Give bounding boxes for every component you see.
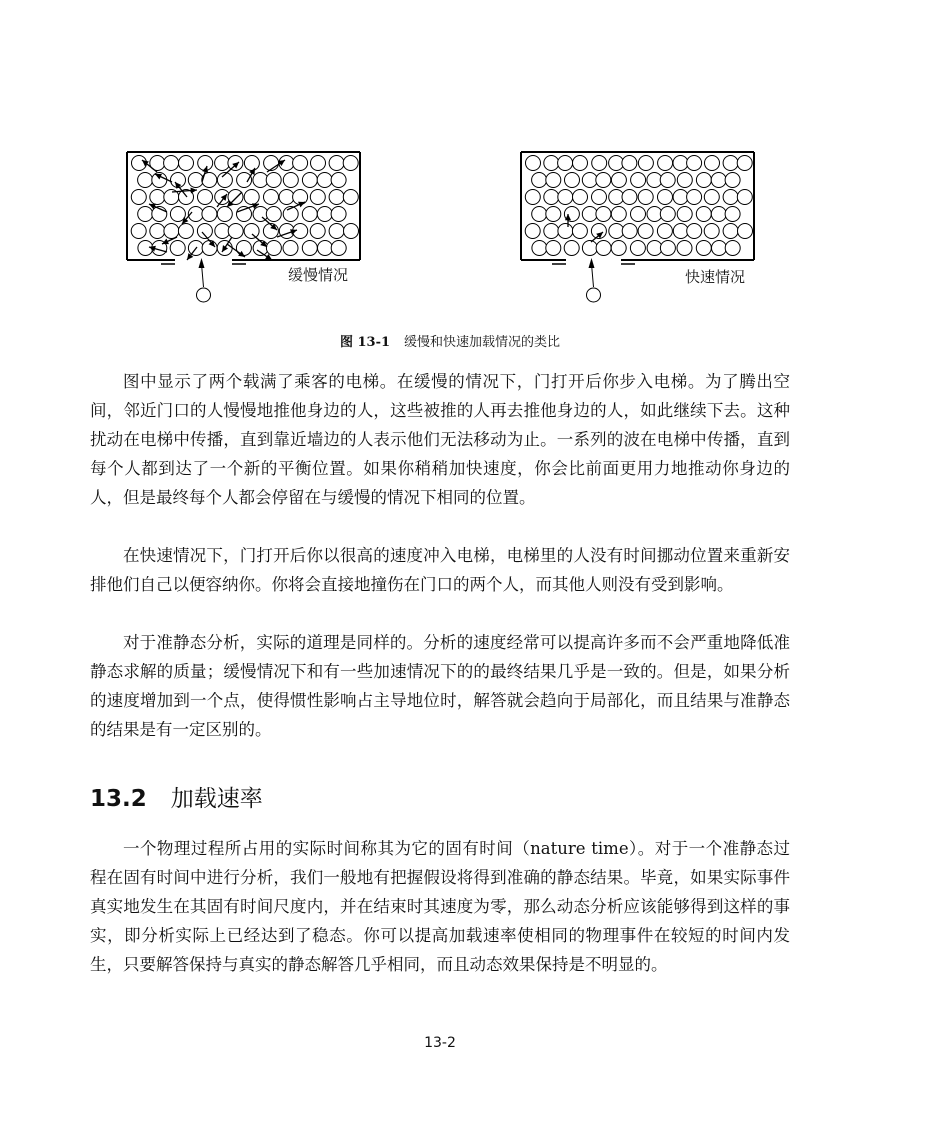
passenger-circle [317, 207, 332, 222]
passenger-circle [696, 173, 711, 188]
figure-caption-text: 缓慢和快速加载情况的类比 [404, 335, 561, 350]
passenger-circle [329, 156, 344, 171]
passenger-circle [657, 224, 672, 239]
passenger-circle [704, 224, 719, 239]
fast-case-label: 快速情况 [685, 268, 746, 286]
passenger-circle [317, 173, 332, 188]
page-number: 13-2 [424, 1035, 456, 1051]
passenger-circle [558, 190, 573, 205]
passenger-circle [725, 207, 740, 222]
passenger-circle [677, 207, 692, 222]
passenger-circle [631, 173, 646, 188]
passenger-circle [244, 224, 259, 239]
passenger-circle [622, 224, 637, 239]
passenger-circle [138, 207, 153, 222]
passenger-circle [609, 190, 624, 205]
passenger-circle [725, 241, 740, 256]
entering-person-circle [197, 288, 211, 302]
passenger-circle [596, 173, 611, 188]
passenger-circle [564, 241, 579, 256]
passenger-circle [310, 224, 325, 239]
figure-caption-number: 图 13-1 [339, 335, 391, 350]
passenger-circle [638, 190, 653, 205]
passenger-circle [302, 173, 317, 188]
passenger-circle [677, 241, 692, 256]
passenger-circle [687, 224, 702, 239]
passenger-circle [544, 190, 559, 205]
passenger-circle [215, 156, 230, 171]
passenger-circle [660, 241, 675, 256]
entry-arrowhead [589, 258, 595, 268]
passenger-circle [611, 241, 626, 256]
passenger-circle [558, 224, 573, 239]
passenger-circle [244, 190, 259, 205]
passenger-circle [293, 156, 308, 171]
passenger-circle [329, 224, 344, 239]
passenger-circle [244, 156, 259, 171]
passenger-circle [723, 190, 738, 205]
passenger-circle [647, 241, 662, 256]
figure-13-1 [0, 0, 950, 310]
passenger-circle [283, 173, 298, 188]
passenger-circle [611, 173, 626, 188]
entry-arrowhead [199, 258, 205, 268]
passenger-circle [696, 241, 711, 256]
passenger-circle [622, 156, 637, 171]
passenger-circle [546, 241, 561, 256]
section-title: 加载速率 [170, 786, 263, 812]
passenger-circle [138, 173, 153, 188]
paragraph-slow-case: 图中显示了两个载满了乘客的电梯。在缓慢的情况下，门打开后你步入电梯。为了腾出空间，邻近门口的人慢慢地推他身边的人，这些被推的人再去推他身边的人，如此继续下去。这种扰动在电梯中传播，直到靠近墙边的人表示他们无法移动为止。一系列的波在电梯中传播，直到每个人都到达了一个新的平衡位置。如果你稍稍加快速度，你会比前面更用力地推动你身边的人，但是最终每个人都会停留在与缓慢的情况下相同的位置。 [90, 372, 790, 507]
passenger-circle [178, 224, 193, 239]
passenger-circle [723, 156, 738, 171]
passenger-circle [630, 241, 645, 256]
passenger-circle [658, 190, 673, 205]
passenger-circle [677, 173, 692, 188]
passenger-circle [638, 156, 653, 171]
push-arrowhead [190, 187, 197, 193]
passenger-circle [331, 241, 346, 256]
passenger-circle [696, 207, 711, 222]
passenger-circle [565, 173, 580, 188]
passenger-circle [532, 173, 547, 188]
passenger-circle [343, 156, 358, 171]
passenger-circle [546, 207, 561, 222]
passenger-circle [673, 224, 688, 239]
passenger-circle [318, 241, 333, 256]
passenger-circle [131, 190, 146, 205]
passenger-circle [711, 207, 726, 222]
passenger-circle [687, 156, 702, 171]
passenger-circle [638, 224, 653, 239]
figure-caption [0, 331, 900, 350]
passenger-circle [525, 190, 540, 205]
section-heading [90, 780, 263, 813]
passenger-circle [237, 207, 252, 222]
passenger-circle [215, 224, 230, 239]
passenger-circle [263, 224, 278, 239]
passenger-circle [331, 207, 346, 222]
passenger-circle [164, 156, 179, 171]
passenger-circle [687, 190, 702, 205]
paragraph-loading-rate: 一个物理过程所占用的实际时间称其为它的固有时间（nature time）。对于一个准静态过程在固有时间中进行分析，我们一般地有把握假设将得到准确的静态结果。毕竟，如果实际事件真实地发生在其固有时间尺度内，并在结束时其速度为零，那么动态分析应该能够得到这样的事实，即分析实际上已经达到了稳态。你可以提高加载速率使相同的物理事件在较短的时间内发生，只要解答保持与真实的静态解答几乎相同，而且动态效果保持是不明显的。 [90, 839, 790, 974]
passenger-circle [237, 173, 252, 188]
passenger-circle [572, 224, 587, 239]
passenger-circle [737, 156, 752, 171]
passenger-circle [544, 224, 559, 239]
passenger-circle [266, 173, 281, 188]
passenger-circle [343, 190, 358, 205]
passenger-circle [331, 173, 346, 188]
passenger-circle [532, 241, 547, 256]
passenger-circle [544, 156, 559, 171]
passenger-circle [310, 190, 325, 205]
passenger-circle [609, 224, 624, 239]
passenger-circle [532, 207, 547, 222]
passenger-circle [170, 241, 185, 256]
elevator-analogy-figure [0, 0, 950, 310]
passenger-circle [202, 241, 217, 256]
passenger-circle [712, 241, 727, 256]
passenger-circle [658, 156, 673, 171]
passenger-circle [266, 207, 281, 222]
passenger-circle [164, 224, 179, 239]
passenger-circle [592, 190, 607, 205]
passenger-circle [622, 190, 637, 205]
passenger-circle [673, 156, 688, 171]
passenger-circle [611, 207, 626, 222]
passenger-circle [188, 173, 203, 188]
passenger-circle [647, 173, 662, 188]
passenger-circle [546, 173, 561, 188]
passenger-circle [737, 190, 752, 205]
passenger-circle [283, 241, 298, 256]
section-number: 13.2 [90, 786, 147, 812]
passenger-circle [264, 156, 279, 171]
passenger-circle [526, 156, 541, 171]
passenger-circle [631, 207, 646, 222]
passenger-circle [573, 156, 588, 171]
passenger-circle [131, 224, 146, 239]
passenger-circle [228, 224, 243, 239]
passenger-circle [705, 156, 720, 171]
passenger-circle [573, 190, 588, 205]
passenger-circle [266, 241, 281, 256]
passenger-circle [202, 207, 217, 222]
passenger-circle [217, 207, 232, 222]
passenger-circle [738, 224, 753, 239]
passenger-circle [228, 156, 243, 171]
passenger-circle [723, 224, 738, 239]
passenger-circle [279, 190, 294, 205]
passenger-circle [344, 224, 359, 239]
slow-case-label: 缓慢情况 [288, 266, 349, 284]
paragraph-quasi-static: 对于准静态分析，实际的道理是同样的。分析的速度经常可以提高许多而不会严重地降低准静态求解的质量；缓慢情况下和有一些加速情况下的的最终结果几乎是一致的。但是，如果分析的速度增加到一个点，使得惯性影响占主导地位时，解答就会趋向于局部化，而且结果与准静态的结果是有一定区别的。 [90, 633, 790, 739]
passenger-circle [596, 207, 611, 222]
entering-person-circle [587, 288, 601, 302]
passenger-circle [253, 241, 268, 256]
passenger-circle [236, 241, 251, 256]
passenger-circle [592, 156, 607, 171]
passenger-circle [179, 156, 194, 171]
passenger-circle [582, 173, 597, 188]
passenger-circle [264, 190, 279, 205]
passenger-circle [582, 207, 597, 222]
passenger-circle [558, 156, 573, 171]
passenger-circle [253, 207, 268, 222]
passenger-circle [582, 241, 597, 256]
paragraph-fast-case: 在快速情况下，门打开后你以很高的速度冲入电梯，电梯里的人没有时间挪动位置来重新安排他们自己以便容纳你。你将会直接地撞伤在门口的两个人，而其他人则没有受到影响。 [90, 546, 790, 594]
passenger-circle [302, 207, 317, 222]
passenger-circle [609, 156, 624, 171]
passenger-circle [596, 241, 611, 256]
passenger-circle [647, 207, 662, 222]
passenger-circle [198, 190, 213, 205]
passenger-circle [253, 173, 268, 188]
passenger-circle [329, 190, 344, 205]
passenger-circle [150, 224, 165, 239]
passenger-circle [725, 173, 740, 188]
passenger-circle [673, 190, 688, 205]
passenger-circle [711, 173, 726, 188]
passenger-circle [170, 207, 185, 222]
passenger-circle [525, 224, 540, 239]
passenger-circle [660, 207, 675, 222]
passenger-circle [704, 190, 719, 205]
passenger-circle [302, 241, 317, 256]
passenger-circle [311, 156, 326, 171]
passenger-circle [660, 173, 675, 188]
passenger-circle [150, 190, 165, 205]
